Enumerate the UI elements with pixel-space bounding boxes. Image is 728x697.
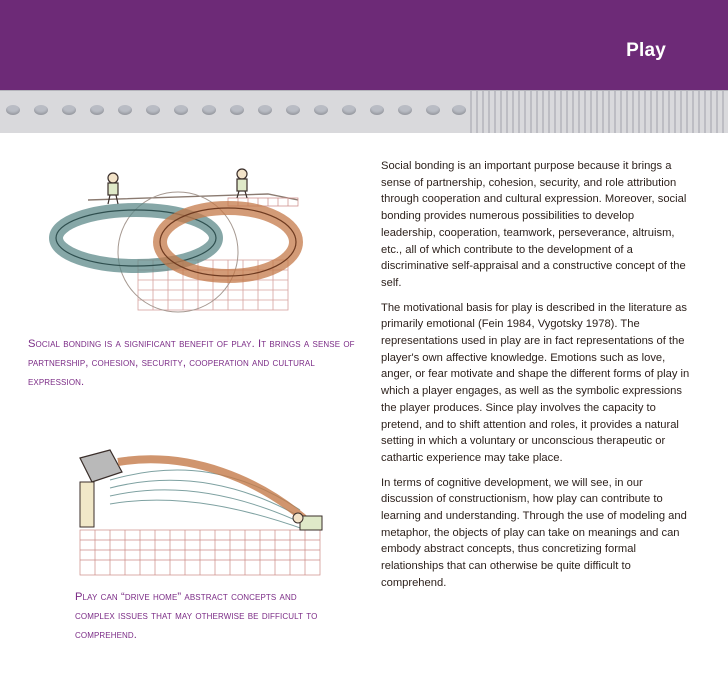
caption-text: Play can “drive home” abstract concepts and complex issues that may otherwise be difficult to comprehend.: [75, 591, 318, 641]
chain-links-illustration: [28, 160, 328, 320]
caption-drive-home: [75, 588, 335, 645]
paragraph-cognitive-development: In terms of cognitive development, we will see, in our discussion of constructionism, how play can contribute to learning and understanding. Through the use of modeling and metaphor, the objects of play can take on meanings and can embody abstract concepts, thus concretizing formal relationships that can otherwise be quite difficult to comprehend.: [381, 476, 687, 589]
caption-social-bonding: [28, 335, 358, 392]
paragraph-social-bonding: Social bonding is an important purpose because it brings a sense of partnership, cohesion, security, and role attribution through cooperation and cultural expression. Moreover, social bonding provides numerous possibilities to develop leadership, cooperation, teamwork, perseverance, altruism, etc., all of which contribute to the development of a discriminative self-appraisal and a constructive concept of the self.: [381, 160, 687, 289]
body-text-column: [381, 158, 691, 600]
header-bar: [0, 0, 728, 90]
brick-studs: [0, 99, 470, 123]
caption-text: Social bonding is a significant benefit of play. It brings a sense of partnership, cohesion, security, cooperation and cultural expression.: [28, 338, 355, 388]
decorative-brick-stripe: [0, 90, 728, 133]
paragraph-motivational-basis: The motivational basis for play is described in the literature as primarily emotional (Fein 1984, Vygotsky 1978). The representations used in play are in fact representations of the player's own affective knowledge. Emotions such as love, anger, or fear motivate and shape the different forms of play in which a player engages, as well as the symbolic expressions the player produces. Since play involves the capacity to pretend, and to shift attention and roles, it provides a natural setting in which a voluntary or unconscious therapeutic or cathartic experience may take place.: [381, 301, 690, 464]
hammer-illustration: [70, 440, 350, 580]
grill-pattern: [470, 91, 728, 133]
page-title: Play: [626, 40, 666, 61]
